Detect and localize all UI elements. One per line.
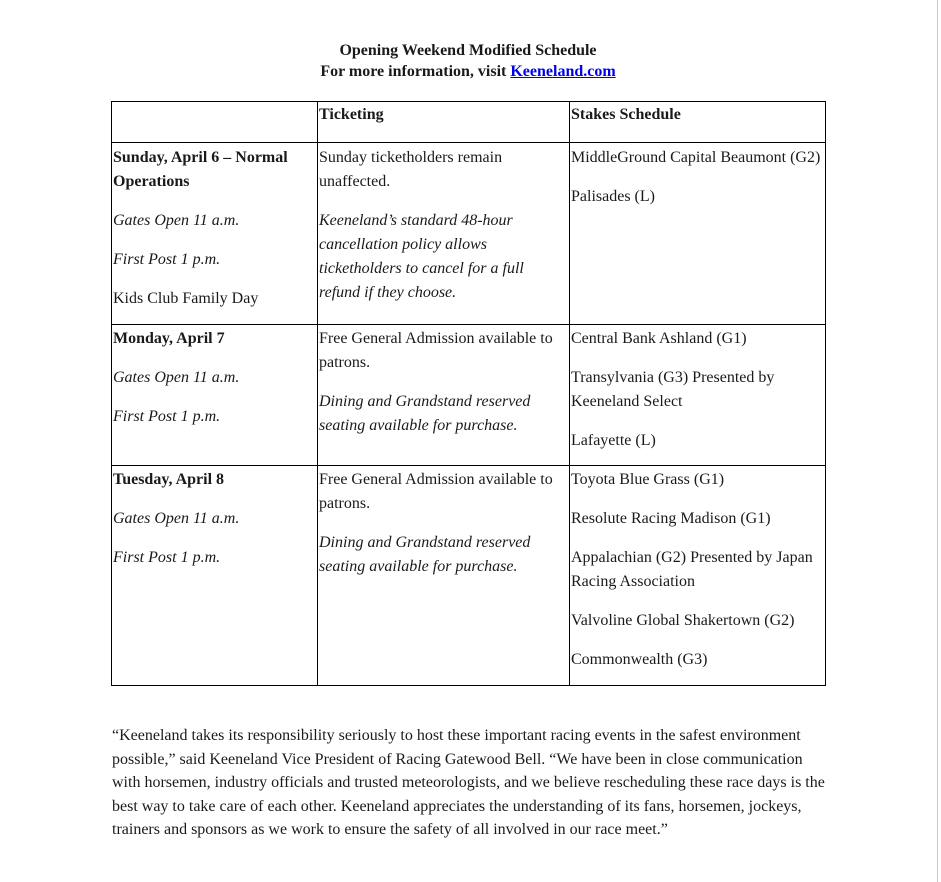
stakes-cell — [570, 466, 826, 686]
stakes-race: Central Bank Ashland (G1) — [571, 330, 747, 347]
first-post: First Post 1 p.m. — [113, 251, 221, 268]
day-title: Monday, April 7 — [113, 330, 225, 347]
stakes-cell — [570, 143, 826, 325]
table-row — [112, 466, 826, 686]
info-prefix: For more information, visit — [320, 63, 511, 80]
column-header-day — [112, 102, 318, 143]
document-heading — [0, 40, 936, 82]
ticketing-main: Free General Admission available to patrons. — [319, 471, 553, 512]
ticketing-main: Sunday ticketholders remain unaffected. — [319, 149, 503, 190]
day-title: Sunday, April 6 – Normal Operations — [113, 149, 288, 190]
day-cell — [112, 325, 318, 466]
ticketing-main: Free General Admission available to patrons. — [319, 330, 553, 371]
stakes-race: Toyota Blue Grass (G1) — [571, 471, 725, 488]
stakes-race: Resolute Racing Madison (G1) — [571, 510, 771, 527]
ticketing-note: Dining and Grandstand reserved seating available for purchase. — [319, 393, 531, 434]
day-cell — [112, 143, 318, 325]
gates-open: Gates Open 11 a.m. — [113, 369, 240, 386]
stakes-race: Appalachian (G2) Presented by Japan Racing Association — [571, 549, 813, 590]
ticketing-note: Keeneland’s standard 48-hour cancellation policy allows ticketholders to cancel for a full refund if they choose. — [319, 212, 524, 301]
column-header-stakes: Stakes Schedule — [570, 102, 826, 143]
column-header-ticketing: Ticketing — [318, 102, 570, 143]
ticketing-cell — [318, 325, 570, 466]
ticketing-cell — [318, 143, 570, 325]
table-row — [112, 143, 826, 325]
schedule-table — [111, 101, 826, 686]
page-edge — [937, 0, 938, 882]
day-title: Tuesday, April 8 — [113, 471, 225, 488]
table-header-row — [112, 102, 826, 143]
info-line — [0, 61, 936, 82]
stakes-race: Lafayette (L) — [571, 432, 656, 449]
stakes-race: Palisades (L) — [571, 188, 655, 205]
gates-open: Gates Open 11 a.m. — [113, 212, 240, 229]
ticketing-note: Dining and Grandstand reserved seating available for purchase. — [319, 534, 531, 575]
table-row — [112, 325, 826, 466]
stakes-race: Transylvania (G3) Presented by Keeneland Select — [571, 369, 775, 410]
stakes-cell — [570, 325, 826, 466]
keeneland-link[interactable]: Keeneland.com — [510, 63, 616, 80]
ticketing-cell — [318, 466, 570, 686]
first-post: First Post 1 p.m. — [113, 408, 221, 425]
quote-paragraph: “Keeneland takes its responsibility seriously to host these important racing events in the safest environment possible,” said Keeneland Vice President of Racing Gatewood Bell. “We have been in close communication with horsemen, industry officials and trusted meteorologists, and we believe rescheduling these race days is the best way to take care of each other. Keeneland appreciates the understanding of its fans, horsemen, jockeys, trainers and sponsors as we work to ensure the safety of all involved in our race meet.” — [112, 727, 825, 838]
gates-open: Gates Open 11 a.m. — [113, 510, 240, 527]
day-cell — [112, 466, 318, 686]
stakes-race: Commonwealth (G3) — [571, 651, 708, 668]
page-title: Opening Weekend Modified Schedule — [339, 42, 597, 59]
day-extra: Kids Club Family Day — [113, 290, 259, 307]
stakes-race: Valvoline Global Shakertown (G2) — [571, 612, 795, 629]
stakes-race: MiddleGround Capital Beaumont (G2) — [571, 149, 821, 166]
first-post: First Post 1 p.m. — [113, 549, 221, 566]
